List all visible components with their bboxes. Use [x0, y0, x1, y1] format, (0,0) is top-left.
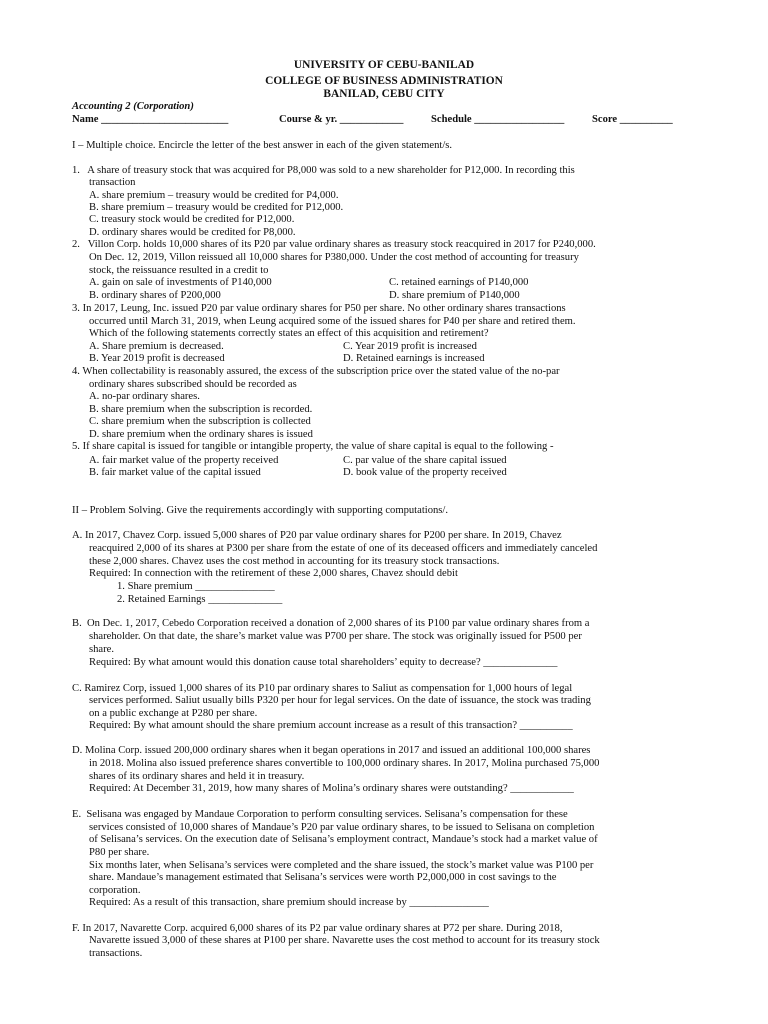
q2-text-cont: stock, the reissuance resulted in a credit to [89, 265, 269, 276]
q3-option-a[interactable]: A. Share premium is decreased. [89, 341, 224, 352]
problem-a-answer-2[interactable]: 2. Retained Earnings ______________ [117, 594, 283, 605]
q5-option-d[interactable]: D. book value of the property received [343, 467, 507, 478]
problem-b-text-cont: shareholder. On that date, the share’s market value was P700 per share. The stock was originally issued for P500 per [89, 631, 582, 642]
schedule-field[interactable]: Schedule _________________ [431, 114, 565, 125]
q3-text-cont: Which of the following statements correctly states an effect of this acquisition and retirement? [89, 328, 489, 339]
problem-b-text: B. On Dec. 1, 2017, Cebedo Corporation received a donation of 2,000 shares of its P100 par value ordinary shares from a [72, 618, 590, 629]
q5-text: 5. If share capital is issued for tangible or intangible property, the value of share capital is equal to the following - [72, 441, 554, 452]
problem-f-text: F. In 2017, Navarette Corp. acquired 6,000 shares of its P2 par value ordinary shares at P72 per share. During 2018, [72, 923, 563, 934]
q3-option-d[interactable]: D. Retained earnings is increased [343, 353, 485, 364]
problem-e-text-cont: services consisted of 10,000 shares of Mandaue’s P20 par value ordinary shares, to be issued to Selisana on completion [89, 822, 595, 833]
problem-c-text-cont: on a public exchange at P280 per share. [89, 708, 258, 719]
problem-a-answer-1[interactable]: 1. Share premium _______________ [117, 581, 275, 592]
score-field[interactable]: Score __________ [592, 114, 673, 125]
q3-option-b[interactable]: B. Year 2019 profit is decreased [89, 353, 225, 364]
problem-a-text-cont: reacquired 2,000 of its shares at P300 per share from the estate of one of its deceased officers and immediately canceled [89, 543, 598, 554]
problem-f-text-cont: Navarette issued 3,000 of these shares at P100 per share. Navarette uses the cost method to account for its treasury stock [89, 935, 600, 946]
q2-option-b[interactable]: B. ordinary shares of P200,000 [89, 290, 221, 301]
q1-option-c[interactable]: C. treasury stock would be credited for P12,000. [89, 214, 295, 225]
q1-text-cont: transaction [89, 177, 136, 188]
q1-option-b[interactable]: B. share premium – treasury would be credited for P12,000. [89, 202, 344, 213]
part2-instruction: II – Problem Solving. Give the requirements accordingly with supporting computations/. [72, 505, 449, 516]
problem-b-text-cont: share. [89, 644, 114, 655]
problem-a-text: A. In 2017, Chavez Corp. issued 5,000 shares of P20 par value ordinary shares for P200 per share. In 2019, Chavez [72, 530, 562, 541]
problem-e-required[interactable]: Required: As a result of this transaction, share premium should increase by _______________ [89, 897, 489, 908]
part1-instruction: I – Multiple choice. Encircle the letter of the best answer in each of the given statement/s. [72, 140, 453, 151]
problem-d-text-cont: in 2018. Molina also issued preference shares convertible to 100,000 ordinary shares. In 2017, Molina purchased 75,000 [89, 758, 600, 769]
college-name: COLLEGE OF BUSINESS ADMINISTRATION [265, 75, 503, 87]
subject-title: Accounting 2 (Corporation) [72, 101, 194, 112]
q5-option-b[interactable]: B. fair market value of the capital issued [89, 467, 261, 478]
problem-a-required: Required: In connection with the retirement of these 2,000 shares, Chavez should debit [89, 568, 458, 579]
course-field[interactable]: Course & yr. ____________ [279, 114, 404, 125]
q2-text: 2. Villon Corp. holds 10,000 shares of its P20 par value ordinary shares as treasury stock reacquired in 2017 for P240,000. [72, 239, 596, 250]
problem-e-text-cont: corporation. [89, 885, 141, 896]
problem-d-text: D. Molina Corp. issued 200,000 ordinary shares when it began operations in 2017 and issued an additional 100,000 shares [72, 745, 591, 756]
university-name: UNIVERSITY OF CEBU-BANILAD [293, 59, 475, 71]
problem-a-text-cont: these 2,000 shares. Chavez uses the cost method in accounting for its treasury stock transactions. [89, 556, 500, 567]
q4-option-c[interactable]: C. share premium when the subscription is collected [89, 416, 311, 427]
q4-option-d[interactable]: D. share premium when the ordinary shares is issued [89, 429, 313, 440]
q4-text-cont: ordinary shares subscribed should be recorded as [89, 379, 297, 390]
problem-c-required[interactable]: Required: By what amount should the share premium account increase as a result of this transaction? __________ [89, 720, 573, 731]
problem-d-required[interactable]: Required: At December 31, 2019, how many shares of Molina’s ordinary shares were outstanding? ____________ [89, 783, 574, 794]
q3-text: 3. In 2017, Leung, Inc. issued P20 par value ordinary shares for P50 per share. No other ordinary shares transactions [72, 303, 566, 314]
problem-e-text-cont: share. Mandaue’s management estimated that Selisana’s services were worth P2,000,000 in cost savings to the [89, 872, 557, 883]
q5-option-c[interactable]: C. par value of the share capital issued [343, 455, 507, 466]
q4-text: 4. When collectability is reasonably assured, the excess of the subscription price over the stated value of the no-par [72, 366, 560, 377]
problem-c-text: C. Ramirez Corp, issued 1,000 shares of its P10 par ordinary shares to Saliut as compensation for 1,000 hours of legal [72, 683, 573, 694]
q3-text-cont: occurred until March 31, 2019, when Leung acquired some of the issued shares for P40 per share and retired them. [89, 316, 576, 327]
campus-location: BANILAD, CEBU CITY [323, 88, 445, 100]
q2-option-c[interactable]: C. retained earnings of P140,000 [389, 277, 529, 288]
problem-d-text-cont: shares of its ordinary shares and held it in treasury. [89, 771, 305, 782]
problem-e-text-cont: of Selisana’s services. On the execution date of Selisana’s employment contract, Mandaue’s stock had a market value of [89, 834, 598, 845]
q4-option-b[interactable]: B. share premium when the subscription is recorded. [89, 404, 313, 415]
q1-option-d[interactable]: D. ordinary shares would be credited for P8,000. [89, 227, 296, 238]
name-field[interactable]: Name ________________________ [72, 114, 229, 125]
problem-f-text-cont: transactions. [89, 948, 143, 959]
q3-option-c[interactable]: C. Year 2019 profit is increased [343, 341, 477, 352]
problem-e-text: E. Selisana was engaged by Mandaue Corporation to perform consulting services. Selisana’s compensation for these [72, 809, 568, 820]
q2-option-d[interactable]: D. share premium of P140,000 [389, 290, 520, 301]
problem-e-text-cont: Six months later, when Selisana’s services were completed and the share issued, the stock’s market value was P100 per [89, 860, 594, 871]
q1-option-a[interactable]: A. share premium – treasury would be credited for P4,000. [89, 190, 339, 201]
q4-option-a[interactable]: A. no-par ordinary shares. [89, 391, 200, 402]
q1-text: 1. A share of treasury stock that was acquired for P8,000 was sold to a new shareholder for P12,000. In recording this [72, 165, 575, 176]
problem-b-required[interactable]: Required: By what amount would this donation cause total shareholders’ equity to decrease? ______________ [89, 657, 558, 668]
q2-option-a[interactable]: A. gain on sale of investments of P140,000 [89, 277, 272, 288]
q2-text-cont: On Dec. 12, 2019, Villon reissued all 10,000 shares for P380,000. Under the cost method of accounting for treasury [89, 252, 579, 263]
q5-option-a[interactable]: A. fair market value of the property received [89, 455, 279, 466]
problem-e-text-cont: P80 per share. [89, 847, 150, 858]
problem-c-text-cont: services performed. Saliut usually bills P320 per hour for legal services. On the date of issuance, the stock was trading [89, 695, 591, 706]
